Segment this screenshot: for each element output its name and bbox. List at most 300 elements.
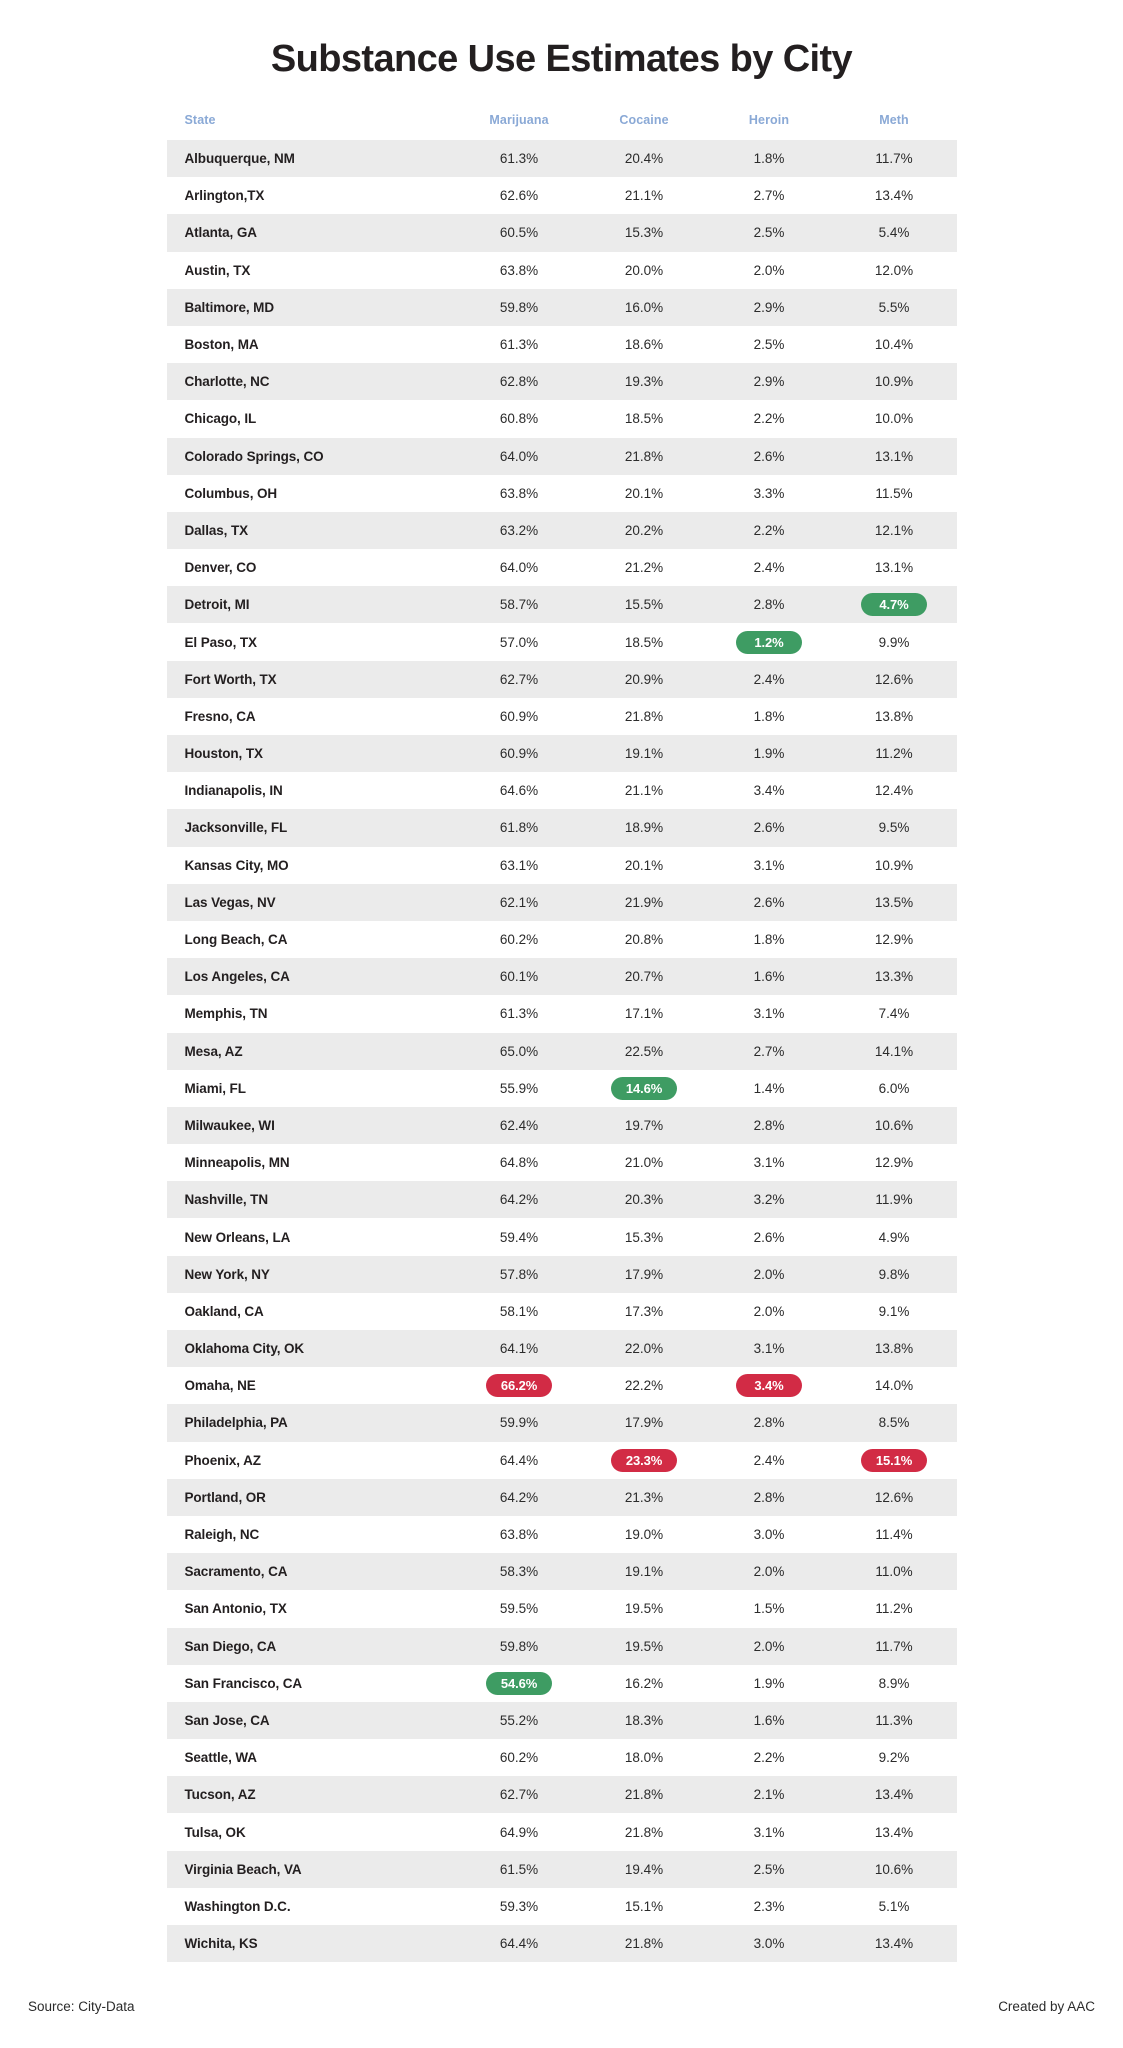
cell-heroin: 3.0% xyxy=(753,1527,785,1543)
cell-cocaine: 21.8% xyxy=(624,1787,664,1803)
table-row xyxy=(167,1888,957,1925)
cell-state: Omaha, NE xyxy=(184,1378,256,1394)
cell-heroin: 2.4% xyxy=(753,1452,785,1468)
cell-meth: 11.2% xyxy=(875,1601,913,1617)
cell-marijuana: 62.1% xyxy=(499,894,539,910)
table-row xyxy=(167,1218,957,1255)
cell-heroin: 2.0% xyxy=(753,1564,785,1580)
cell-meth: 12.6% xyxy=(874,671,914,687)
table-row xyxy=(167,1033,957,1070)
cell-cocaine: 20.9% xyxy=(624,671,664,687)
table-row xyxy=(167,995,957,1032)
cell-marijuana: 60.9% xyxy=(499,708,539,724)
cell-heroin: 2.6% xyxy=(753,894,785,910)
cell-cocaine: 18.6% xyxy=(624,337,664,353)
cell-cocaine: 17.9% xyxy=(624,1415,664,1431)
cell-heroin: 2.2% xyxy=(753,522,785,538)
badge-lowest: 4.7% xyxy=(861,593,927,616)
table-row xyxy=(167,1739,957,1776)
cell-heroin: 2.0% xyxy=(753,1638,785,1654)
cell-state: Austin, TX xyxy=(184,262,251,278)
cell-meth: 13.8% xyxy=(874,1341,914,1357)
cell-state: Philadelphia, PA xyxy=(184,1415,288,1431)
cell-meth: 13.8% xyxy=(874,708,914,724)
cell-heroin: 2.5% xyxy=(753,225,785,241)
cell-state: Washington D.C. xyxy=(184,1898,291,1914)
cell-marijuana: 59.8% xyxy=(499,299,539,315)
table-row xyxy=(167,661,957,698)
table-row xyxy=(167,1813,957,1850)
cell-meth: 13.4% xyxy=(874,1824,914,1840)
table-row xyxy=(167,623,957,660)
cell-heroin: 2.8% xyxy=(753,597,785,613)
badge-lowest: 14.6% xyxy=(611,1077,677,1100)
column-header-state: State xyxy=(184,113,216,127)
cell-heroin: 1.8% xyxy=(753,151,785,167)
cell-meth: 10.6% xyxy=(874,1861,914,1877)
cell-cocaine: 17.1% xyxy=(624,1006,664,1022)
cell-state: Las Vegas, NV xyxy=(184,894,276,910)
cell-cocaine: 15.3% xyxy=(624,225,664,241)
cell-marijuana: 64.8% xyxy=(499,1155,539,1171)
cell-state: Long Beach, CA xyxy=(184,932,288,948)
cell-heroin: 3.1% xyxy=(753,1341,785,1357)
cell-heroin: 2.0% xyxy=(753,1266,785,1282)
cell-marijuana: 64.2% xyxy=(499,1192,539,1208)
cell-cocaine: 19.1% xyxy=(624,746,664,762)
cell-state: San Jose, CA xyxy=(184,1712,270,1728)
cell-state: Fresno, CA xyxy=(184,708,256,724)
cell-marijuana: 61.3% xyxy=(499,151,539,167)
cell-state: Seattle, WA xyxy=(184,1750,257,1766)
cell-meth: 5.5% xyxy=(878,299,910,315)
cell-heroin: 1.6% xyxy=(753,969,785,985)
table-row xyxy=(167,586,957,623)
cell-marijuana: 55.9% xyxy=(499,1080,539,1096)
cell-cocaine: 20.1% xyxy=(624,857,664,873)
cell-meth: 13.3% xyxy=(874,969,914,985)
table-row xyxy=(167,1367,957,1404)
cell-heroin: 2.9% xyxy=(753,374,785,390)
cell-state: Baltimore, MD xyxy=(184,299,274,315)
footer-source: Source: City-Data xyxy=(28,1999,135,2014)
table-row xyxy=(167,177,957,214)
cell-heroin: 2.4% xyxy=(753,560,785,576)
table-header xyxy=(167,113,957,140)
cell-cocaine: 19.7% xyxy=(624,1117,664,1133)
cell-marijuana xyxy=(457,1665,582,1702)
cell-marijuana: 63.8% xyxy=(499,1527,539,1543)
cell-marijuana: 62.7% xyxy=(499,671,539,687)
cell-marijuana: 62.8% xyxy=(499,374,539,390)
cell-heroin: 2.8% xyxy=(753,1489,785,1505)
cell-state: Dallas, TX xyxy=(184,522,249,538)
cell-marijuana: 59.8% xyxy=(499,1638,539,1654)
cell-marijuana: 60.5% xyxy=(499,225,539,241)
cell-state: Minneapolis, MN xyxy=(184,1155,290,1171)
table-row xyxy=(167,1776,957,1813)
table-row xyxy=(167,1851,957,1888)
cell-meth: 8.9% xyxy=(878,1675,910,1691)
cell-marijuana: 58.3% xyxy=(499,1564,539,1580)
table-row xyxy=(167,698,957,735)
cell-meth: 10.9% xyxy=(874,857,914,873)
cell-meth: 12.6% xyxy=(874,1489,914,1505)
cell-meth: 9.1% xyxy=(878,1303,910,1319)
substance-use-table xyxy=(167,113,957,1962)
cell-marijuana: 64.6% xyxy=(499,783,539,799)
cell-cocaine: 18.9% xyxy=(624,820,664,836)
badge-lowest: 54.6% xyxy=(486,1672,552,1695)
cell-heroin xyxy=(707,623,832,660)
cell-cocaine: 19.3% xyxy=(624,374,664,390)
cell-cocaine: 20.1% xyxy=(624,485,664,501)
cell-heroin: 2.9% xyxy=(753,299,785,315)
cell-marijuana: 60.1% xyxy=(499,969,539,985)
badge-highest: 66.2% xyxy=(486,1374,552,1397)
cell-marijuana: 64.4% xyxy=(499,1452,539,1468)
cell-meth: 11.5% xyxy=(875,485,913,501)
cell-state: Charlotte, NC xyxy=(184,374,270,390)
cell-heroin: 3.1% xyxy=(753,1824,785,1840)
cell-state: Miami, FL xyxy=(184,1080,246,1096)
cell-marijuana: 64.2% xyxy=(499,1489,539,1505)
cell-heroin: 2.7% xyxy=(753,1043,785,1059)
cell-state: Boston, MA xyxy=(184,337,259,353)
cell-meth: 10.0% xyxy=(874,411,914,427)
cell-cocaine: 18.5% xyxy=(624,634,664,650)
table-row xyxy=(167,1107,957,1144)
cell-meth: 13.1% xyxy=(874,448,914,464)
cell-heroin: 2.1% xyxy=(753,1787,785,1803)
cell-heroin: 3.1% xyxy=(753,857,785,873)
table-row xyxy=(167,1665,957,1702)
cell-heroin: 2.2% xyxy=(753,1750,785,1766)
cell-state: Mesa, AZ xyxy=(184,1043,243,1059)
table-row xyxy=(167,475,957,512)
table-row xyxy=(167,438,957,475)
cell-cocaine xyxy=(582,1442,707,1479)
cell-state: Columbus, OH xyxy=(184,485,278,501)
cell-heroin: 2.2% xyxy=(753,411,785,427)
footer-credit: Created by AAC xyxy=(998,1999,1095,2014)
table-body xyxy=(167,140,957,1962)
cell-cocaine: 16.2% xyxy=(624,1675,664,1691)
cell-cocaine: 21.8% xyxy=(624,1936,664,1952)
cell-state: Nashville, TN xyxy=(184,1192,268,1208)
cell-heroin: 2.8% xyxy=(753,1415,785,1431)
cell-meth: 11.4% xyxy=(875,1527,913,1543)
cell-cocaine: 19.5% xyxy=(624,1638,664,1654)
footer xyxy=(0,1999,1123,2014)
cell-meth: 13.1% xyxy=(874,560,914,576)
cell-state: Colorado Springs, CO xyxy=(184,448,324,464)
cell-cocaine: 21.8% xyxy=(624,1824,664,1840)
cell-state: Albuquerque, NM xyxy=(184,151,295,167)
cell-cocaine: 15.3% xyxy=(624,1229,664,1245)
cell-state: Indianapolis, IN xyxy=(184,783,283,799)
cell-state: Jacksonville, FL xyxy=(184,820,288,836)
cell-state: Portland, OR xyxy=(184,1489,266,1505)
cell-meth xyxy=(832,586,957,623)
cell-heroin: 1.8% xyxy=(753,708,785,724)
cell-heroin: 2.5% xyxy=(753,1861,785,1877)
cell-state: Chicago, IL xyxy=(184,411,257,427)
table-row xyxy=(167,1404,957,1441)
cell-marijuana: 63.8% xyxy=(499,262,539,278)
cell-marijuana: 64.0% xyxy=(499,560,539,576)
table-row xyxy=(167,772,957,809)
cell-meth: 9.8% xyxy=(878,1266,910,1282)
cell-state: Raleigh, NC xyxy=(184,1527,260,1543)
cell-cocaine: 20.0% xyxy=(624,262,664,278)
cell-meth: 7.4% xyxy=(878,1006,910,1022)
cell-state: Fort Worth, TX xyxy=(184,671,277,687)
cell-marijuana: 55.2% xyxy=(499,1712,539,1728)
table-row xyxy=(167,1702,957,1739)
cell-state: Virginia Beach, VA xyxy=(184,1861,302,1877)
cell-cocaine: 22.5% xyxy=(624,1043,664,1059)
cell-cocaine: 20.4% xyxy=(624,151,664,167)
cell-cocaine: 18.0% xyxy=(624,1750,664,1766)
badge-highest: 23.3% xyxy=(611,1449,677,1472)
table-row xyxy=(167,326,957,363)
cell-meth: 11.7% xyxy=(875,151,913,167)
cell-cocaine: 21.1% xyxy=(624,783,664,799)
cell-state: New York, NY xyxy=(184,1266,270,1282)
column-header-heroin: Heroin xyxy=(748,113,790,127)
cell-heroin: 2.7% xyxy=(753,188,785,204)
cell-state: San Antonio, TX xyxy=(184,1601,287,1617)
cell-state: Kansas City, MO xyxy=(184,857,289,873)
cell-marijuana: 64.9% xyxy=(499,1824,539,1840)
cell-state: Oklahoma City, OK xyxy=(184,1341,305,1357)
cell-marijuana: 61.8% xyxy=(499,820,539,836)
cell-meth: 9.5% xyxy=(878,820,910,836)
cell-marijuana: 62.7% xyxy=(499,1787,539,1803)
cell-cocaine: 21.3% xyxy=(624,1489,664,1505)
cell-cocaine: 22.0% xyxy=(624,1341,664,1357)
cell-cocaine: 21.1% xyxy=(624,188,664,204)
badge-highest: 3.4% xyxy=(736,1374,802,1397)
cell-meth: 12.0% xyxy=(874,262,914,278)
cell-cocaine: 17.3% xyxy=(624,1303,664,1319)
cell-heroin: 3.1% xyxy=(753,1155,785,1171)
cell-state: Los Angeles, CA xyxy=(184,969,290,985)
cell-meth: 9.9% xyxy=(878,634,910,650)
cell-state: Houston, TX xyxy=(184,746,263,762)
cell-cocaine: 20.7% xyxy=(624,969,664,985)
cell-marijuana: 60.9% xyxy=(499,746,539,762)
cell-state: Milwaukee, WI xyxy=(184,1117,275,1133)
cell-state: Phoenix, AZ xyxy=(184,1452,261,1468)
cell-marijuana: 63.8% xyxy=(499,485,539,501)
cell-marijuana: 57.0% xyxy=(499,634,539,650)
cell-cocaine: 19.1% xyxy=(624,1564,664,1580)
table-row xyxy=(167,884,957,921)
cell-meth: 10.9% xyxy=(874,374,914,390)
cell-marijuana: 58.1% xyxy=(499,1303,539,1319)
cell-marijuana: 62.4% xyxy=(499,1117,539,1133)
cell-heroin xyxy=(707,1367,832,1404)
cell-cocaine: 22.2% xyxy=(624,1378,664,1394)
cell-meth: 13.5% xyxy=(874,894,914,910)
cell-state: New Orleans, LA xyxy=(184,1229,291,1245)
cell-marijuana: 60.2% xyxy=(499,932,539,948)
cell-marijuana: 65.0% xyxy=(499,1043,539,1059)
cell-meth: 6.0% xyxy=(878,1080,910,1096)
table-row xyxy=(167,921,957,958)
cell-meth: 5.1% xyxy=(878,1898,910,1914)
cell-meth: 9.2% xyxy=(878,1750,910,1766)
table-row xyxy=(167,958,957,995)
cell-marijuana: 61.3% xyxy=(499,1006,539,1022)
table-row xyxy=(167,1181,957,1218)
cell-meth: 5.4% xyxy=(878,225,910,241)
cell-cocaine: 15.5% xyxy=(624,597,664,613)
cell-state: Tulsa, OK xyxy=(184,1824,246,1840)
cell-heroin: 1.6% xyxy=(753,1712,785,1728)
cell-meth: 10.6% xyxy=(874,1117,914,1133)
table-row xyxy=(167,1925,957,1962)
cell-meth: 14.0% xyxy=(874,1378,914,1394)
cell-heroin: 2.5% xyxy=(753,337,785,353)
cell-cocaine: 21.2% xyxy=(624,560,664,576)
cell-marijuana: 59.3% xyxy=(499,1898,539,1914)
cell-cocaine: 19.4% xyxy=(624,1861,664,1877)
cell-marijuana: 61.5% xyxy=(499,1861,539,1877)
table-row xyxy=(167,1144,957,1181)
table-row xyxy=(167,1070,957,1107)
cell-state: Detroit, MI xyxy=(184,597,250,613)
table-row xyxy=(167,1293,957,1330)
cell-cocaine: 20.8% xyxy=(624,932,664,948)
cell-heroin: 1.9% xyxy=(753,746,785,762)
cell-heroin: 2.6% xyxy=(753,1229,785,1245)
table-container xyxy=(167,113,957,1962)
table-row xyxy=(167,1590,957,1627)
cell-heroin: 3.4% xyxy=(753,783,785,799)
cell-heroin: 3.3% xyxy=(753,485,785,501)
cell-marijuana: 64.0% xyxy=(499,448,539,464)
cell-state: Tucson, AZ xyxy=(184,1787,256,1803)
cell-marijuana: 60.2% xyxy=(499,1750,539,1766)
cell-state: Arlington,TX xyxy=(184,188,265,204)
table-row xyxy=(167,809,957,846)
cell-meth: 11.7% xyxy=(875,1638,913,1654)
cell-heroin: 1.9% xyxy=(753,1675,785,1691)
cell-cocaine: 18.5% xyxy=(624,411,664,427)
table-row xyxy=(167,1330,957,1367)
table-row xyxy=(167,363,957,400)
cell-marijuana: 58.7% xyxy=(499,597,539,613)
table-row xyxy=(167,252,957,289)
cell-meth xyxy=(832,1442,957,1479)
table-row xyxy=(167,1628,957,1665)
cell-heroin: 3.0% xyxy=(753,1936,785,1952)
cell-state: San Diego, CA xyxy=(184,1638,277,1654)
cell-marijuana: 64.4% xyxy=(499,1936,539,1952)
table-row xyxy=(167,1553,957,1590)
table-row xyxy=(167,549,957,586)
table-row xyxy=(167,512,957,549)
table-row xyxy=(167,214,957,251)
cell-state: El Paso, TX xyxy=(184,634,257,650)
cell-marijuana: 64.1% xyxy=(499,1341,539,1357)
cell-state: Atlanta, GA xyxy=(184,225,257,241)
cell-cocaine: 16.0% xyxy=(624,299,664,315)
cell-heroin: 3.2% xyxy=(753,1192,785,1208)
column-header-meth: Meth xyxy=(879,113,909,127)
cell-heroin: 1.8% xyxy=(753,932,785,948)
badge-highest: 15.1% xyxy=(861,1449,927,1472)
table-row xyxy=(167,289,957,326)
cell-marijuana: 61.3% xyxy=(499,337,539,353)
table-row xyxy=(167,140,957,177)
cell-cocaine xyxy=(582,1070,707,1107)
badge-lowest: 1.2% xyxy=(736,631,802,654)
cell-state: Memphis, TN xyxy=(184,1006,268,1022)
cell-state: Oakland, CA xyxy=(184,1303,264,1319)
cell-marijuana: 60.8% xyxy=(499,411,539,427)
table-row xyxy=(167,847,957,884)
table-row xyxy=(167,1442,957,1479)
cell-state: Wichita, KS xyxy=(184,1936,258,1952)
cell-cocaine: 15.1% xyxy=(624,1898,664,1914)
cell-marijuana: 57.8% xyxy=(499,1266,539,1282)
column-header-cocaine: Cocaine xyxy=(619,113,669,127)
cell-heroin: 2.6% xyxy=(753,820,785,836)
cell-heroin: 2.8% xyxy=(753,1117,785,1133)
table-header-row xyxy=(167,113,957,140)
cell-cocaine: 17.9% xyxy=(624,1266,664,1282)
cell-cocaine: 20.2% xyxy=(624,522,664,538)
cell-state: San Francisco, CA xyxy=(184,1675,303,1691)
cell-meth: 12.1% xyxy=(874,522,914,538)
cell-meth: 11.9% xyxy=(875,1192,913,1208)
cell-meth: 14.1% xyxy=(874,1043,914,1059)
cell-meth: 4.9% xyxy=(878,1229,910,1245)
cell-meth: 12.4% xyxy=(874,783,914,799)
cell-meth: 13.4% xyxy=(874,188,914,204)
cell-cocaine: 20.3% xyxy=(624,1192,664,1208)
column-header-marijuana: Marijuana xyxy=(489,113,549,127)
cell-cocaine: 21.9% xyxy=(624,894,664,910)
cell-marijuana xyxy=(457,1367,582,1404)
page-title: Substance Use Estimates by City xyxy=(270,38,853,80)
cell-heroin: 2.6% xyxy=(753,448,785,464)
table-row xyxy=(167,1516,957,1553)
cell-meth: 10.4% xyxy=(874,337,914,353)
cell-meth: 11.0% xyxy=(875,1564,913,1580)
cell-heroin: 2.3% xyxy=(753,1898,785,1914)
cell-heroin: 1.5% xyxy=(753,1601,785,1617)
cell-meth: 8.5% xyxy=(878,1415,910,1431)
cell-heroin: 2.4% xyxy=(753,671,785,687)
cell-marijuana: 63.1% xyxy=(499,857,539,873)
cell-marijuana: 59.4% xyxy=(499,1229,539,1245)
cell-marijuana: 62.6% xyxy=(499,188,539,204)
cell-meth: 11.3% xyxy=(875,1712,913,1728)
cell-cocaine: 21.8% xyxy=(624,448,664,464)
cell-meth: 12.9% xyxy=(874,1155,914,1171)
cell-heroin: 1.4% xyxy=(753,1080,785,1096)
cell-meth: 13.4% xyxy=(874,1936,914,1952)
cell-cocaine: 21.0% xyxy=(624,1155,664,1171)
cell-meth: 13.4% xyxy=(874,1787,914,1803)
cell-cocaine: 19.5% xyxy=(624,1601,664,1617)
cell-marijuana: 59.5% xyxy=(499,1601,539,1617)
